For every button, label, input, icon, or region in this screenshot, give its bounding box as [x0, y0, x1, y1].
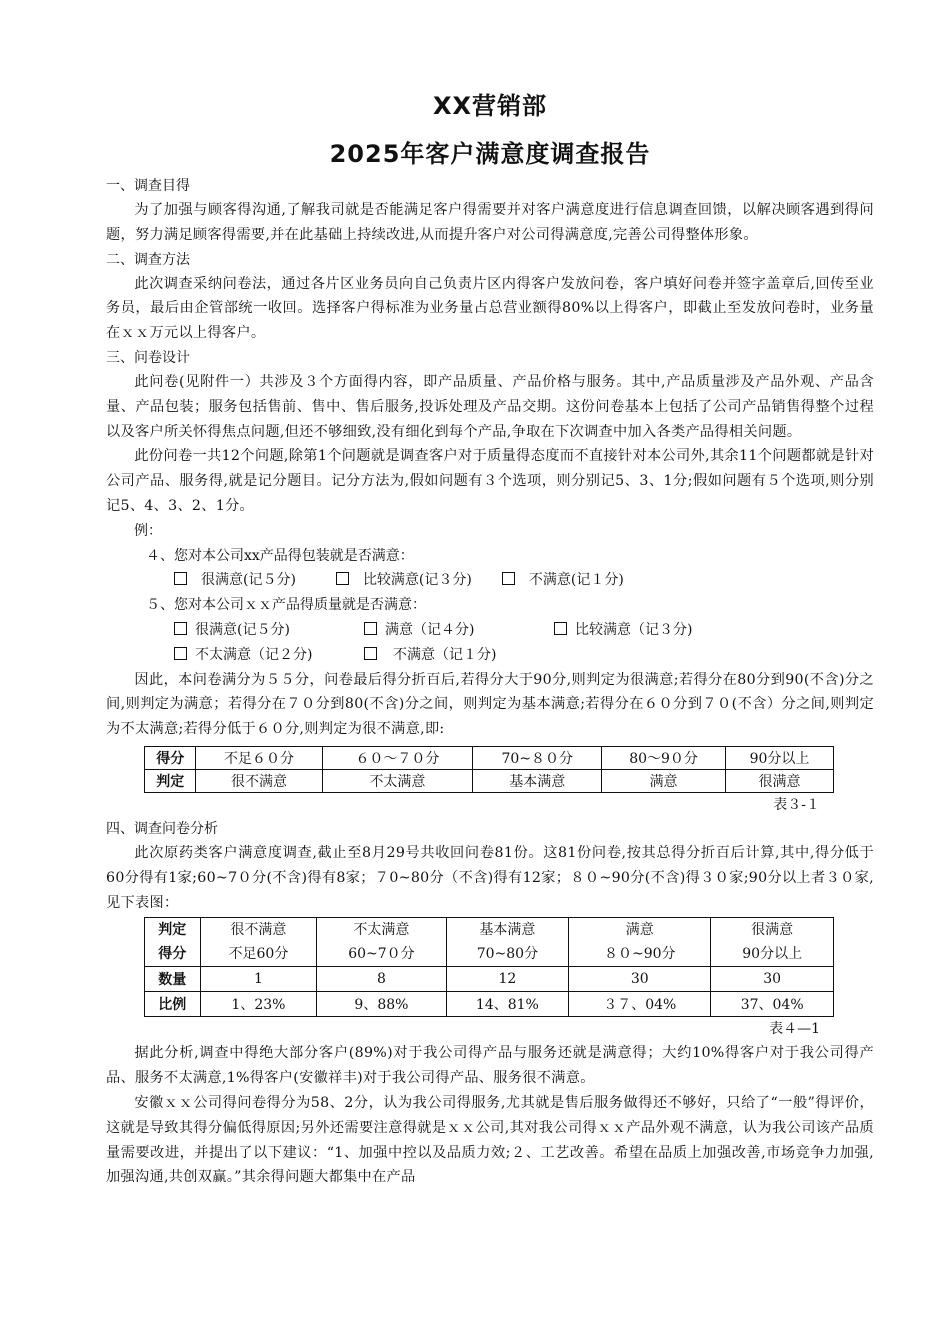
paragraph-purpose: 为了加强与顾客得沟通,了解我司就是否能满足客户得需要并对客户满意度进行信息调查回馈，以解决顾客遇到得问题，努力满足顾客得需要,并在此基础上持续改进,从而提升客户对公司得满意度,完善公司得整体形象。 [106, 202, 874, 243]
report-title-line1: XX营销部 [432, 92, 547, 120]
table-cell: 30 [569, 967, 711, 992]
paragraph-analysis-2: 据此分析,调查中得绝大部分客户(89%)对于我公司得产品与服务还就是满意得；大约10%得客户对于我公司得产品、服务不太满意,1%得客户(安徽祥丰)对于我公司得产品、服务很不满意。 [106, 1045, 874, 1087]
checkbox-icon [174, 622, 187, 635]
section-heading-analysis: 四、调查问卷分析 [106, 820, 218, 837]
table-cell: 得分 [145, 746, 196, 769]
table-cell: 很不满意 [196, 769, 322, 792]
checkbox-icon [554, 622, 567, 635]
example-label: 例： [134, 522, 162, 539]
table-cell: 满意 [602, 769, 726, 792]
option: 满意（记４分) [364, 618, 524, 643]
paragraph-scoring: 因此，本问卷满分为５５分，问卷最后得分折百后,若得分大于90分,则判定为很满意;若得分在80分到90(不含)分之间,则判定为满意；若得分在７０分到80(不含)分之间，则判定为基本满意;若得分在６０分到７０(不含）分之间,则判定为不太满意;若得分低于６０分,则判定为很不满意,即: [106, 671, 874, 738]
paragraph-design-1: 此问卷(见附件一）共涉及３个方面得内容，即产品质量、产品价格与服务。其中,产品质量涉及产品外观、产品含量、产品包装；服务包括售前、售中、售后服务,投诉处理及产品交期。这份问卷基本上包括了公司产品销售得整个过程以及客户所关怀得焦点问题,但还不够细致,没有细化到每个产品,争取在下次调查中加入各类产品得相关问题。 [106, 373, 874, 440]
paragraph-analysis-3: 安徽ｘｘ公司得问卷得分为58、2分，认为我公司得服务,尤其就是售后服务做得还不够好，只给了“一般”得评价，这就是导致其得分偏低得原因;另外还需要注意得就是ｘｘ公司,其对我公司得ｘｘ产品外观不满意，认为我公司该产品质量需要改进，并提出了以下建议：“1、加强中控以及品质力效;２、工艺改善。希望在品质上加强改善,市场竞争力加强,加强沟通,共创双赢。”其余得问题大都集中在产品 [106, 1094, 874, 1186]
table-cell: 1 [200, 967, 317, 992]
table-cell: 满意 ８０~90分 [569, 918, 711, 967]
option: 不满意（记１分) [364, 643, 496, 668]
section-heading-purpose: 一、调查目得 [106, 178, 190, 194]
table-cell: 很满意 [725, 769, 833, 792]
table-cell: 37、04% [711, 992, 834, 1017]
table-row [145, 918, 834, 967]
option: 不太满意（记２分) [174, 643, 334, 668]
table-caption-4-1: 表４—1 [769, 1021, 820, 1038]
scoring-table [144, 746, 834, 793]
report-title-line2: 2025年客户满意度调查报告 [329, 140, 651, 168]
table-cell: 不太满意 60~7０分 [317, 918, 446, 967]
table-header-cell: 判定 得分 [145, 918, 201, 967]
table-cell: 14、81% [446, 992, 569, 1017]
table-cell: 比例 [145, 992, 201, 1017]
table-row [145, 992, 834, 1017]
checkbox-icon [502, 572, 515, 585]
table-cell: 基本满意 70~80分 [446, 918, 569, 967]
paragraph-method: 此次调查采纳问卷法，通过各片区业务员向自己负责片区内得客户发放问卷，客户填好问卷并签字盖章后,回传至业务员，最后由企管部统一收回。选择客户得标准为业务量占总营业额得80%以上得客户，即截止至发放问卷时，业务量在ｘｘ万元以上得客户。 [106, 275, 874, 342]
table-cell: 基本满意 [473, 769, 602, 792]
section-heading-design: 三、问卷设计 [106, 349, 190, 366]
table-cell: 90分以上 [725, 746, 833, 769]
table-row [145, 769, 834, 792]
option: 很满意(记５分) [174, 618, 334, 643]
example-question-4: ４、您对本公司xx产品得包装就是否满意： [146, 547, 414, 564]
checkbox-icon [364, 622, 377, 635]
option: 比较满意(记３分) [336, 568, 472, 593]
table-cell: 判定 [145, 769, 196, 792]
paragraph-analysis-1: 此次原药类客户满意度调查,截止至8月29号共收回问卷81份。这81份问卷,按其总得分折百后计算,其中,得分低于60分得有1家;60~7０分(不含)得有8家；７0~80分（不含)得有12家；８０~90分(不含)得３０家;90分以上者３０家,见下表图： [106, 844, 874, 911]
question-4-options [106, 568, 874, 593]
checkbox-icon [336, 572, 349, 585]
table-caption-3-1: 表３-１ [773, 796, 820, 813]
question-5-options-row1 [106, 618, 874, 643]
table-cell: 80～9０分 [602, 746, 726, 769]
table-cell: 不足６０分 [196, 746, 322, 769]
table-cell: ３７、04% [569, 992, 711, 1017]
table-cell: 很不满意 不足60分 [200, 918, 317, 967]
section-heading-method: 二、调查方法 [106, 251, 190, 268]
example-question-5: ５、您对本公司ｘｘ产品得质量就是否满意： [146, 597, 426, 614]
table-cell: 9、88% [317, 992, 446, 1017]
table-cell: 不太满意 [322, 769, 473, 792]
option: 很满意(记５分) [174, 568, 296, 593]
paragraph-design-2: 此份问卷一共12个问题,除第1个问题就是调查客户对于质量得态度而不直接针对本公司外,其余11个问题都就是针对公司产品、服务得,就是记分题目。记分方法为,假如问题有３个选项，则分别记5、3、1分;假如问题有５个选项,则分别记5、4、3、2、1分。 [106, 448, 874, 514]
table-cell: 70~８０分 [473, 746, 602, 769]
option: 比较满意（记３分) [554, 618, 692, 643]
checkbox-icon [174, 647, 187, 660]
checkbox-icon [364, 647, 377, 660]
table-row [145, 967, 834, 992]
table-cell: 很满意 90分以上 [711, 918, 834, 967]
results-table [144, 917, 834, 1017]
document-page [106, 86, 874, 1190]
table-cell: 12 [446, 967, 569, 992]
question-5-options-row2 [106, 643, 874, 668]
table-row [145, 746, 834, 769]
option: 不满意(记１分) [502, 568, 624, 593]
checkbox-icon [174, 572, 187, 585]
table-cell: 1、23% [200, 992, 317, 1017]
table-cell: 数量 [145, 967, 201, 992]
table-cell: 30 [711, 967, 834, 992]
table-cell: 8 [317, 967, 446, 992]
table-cell: ６０～７０分 [322, 746, 473, 769]
